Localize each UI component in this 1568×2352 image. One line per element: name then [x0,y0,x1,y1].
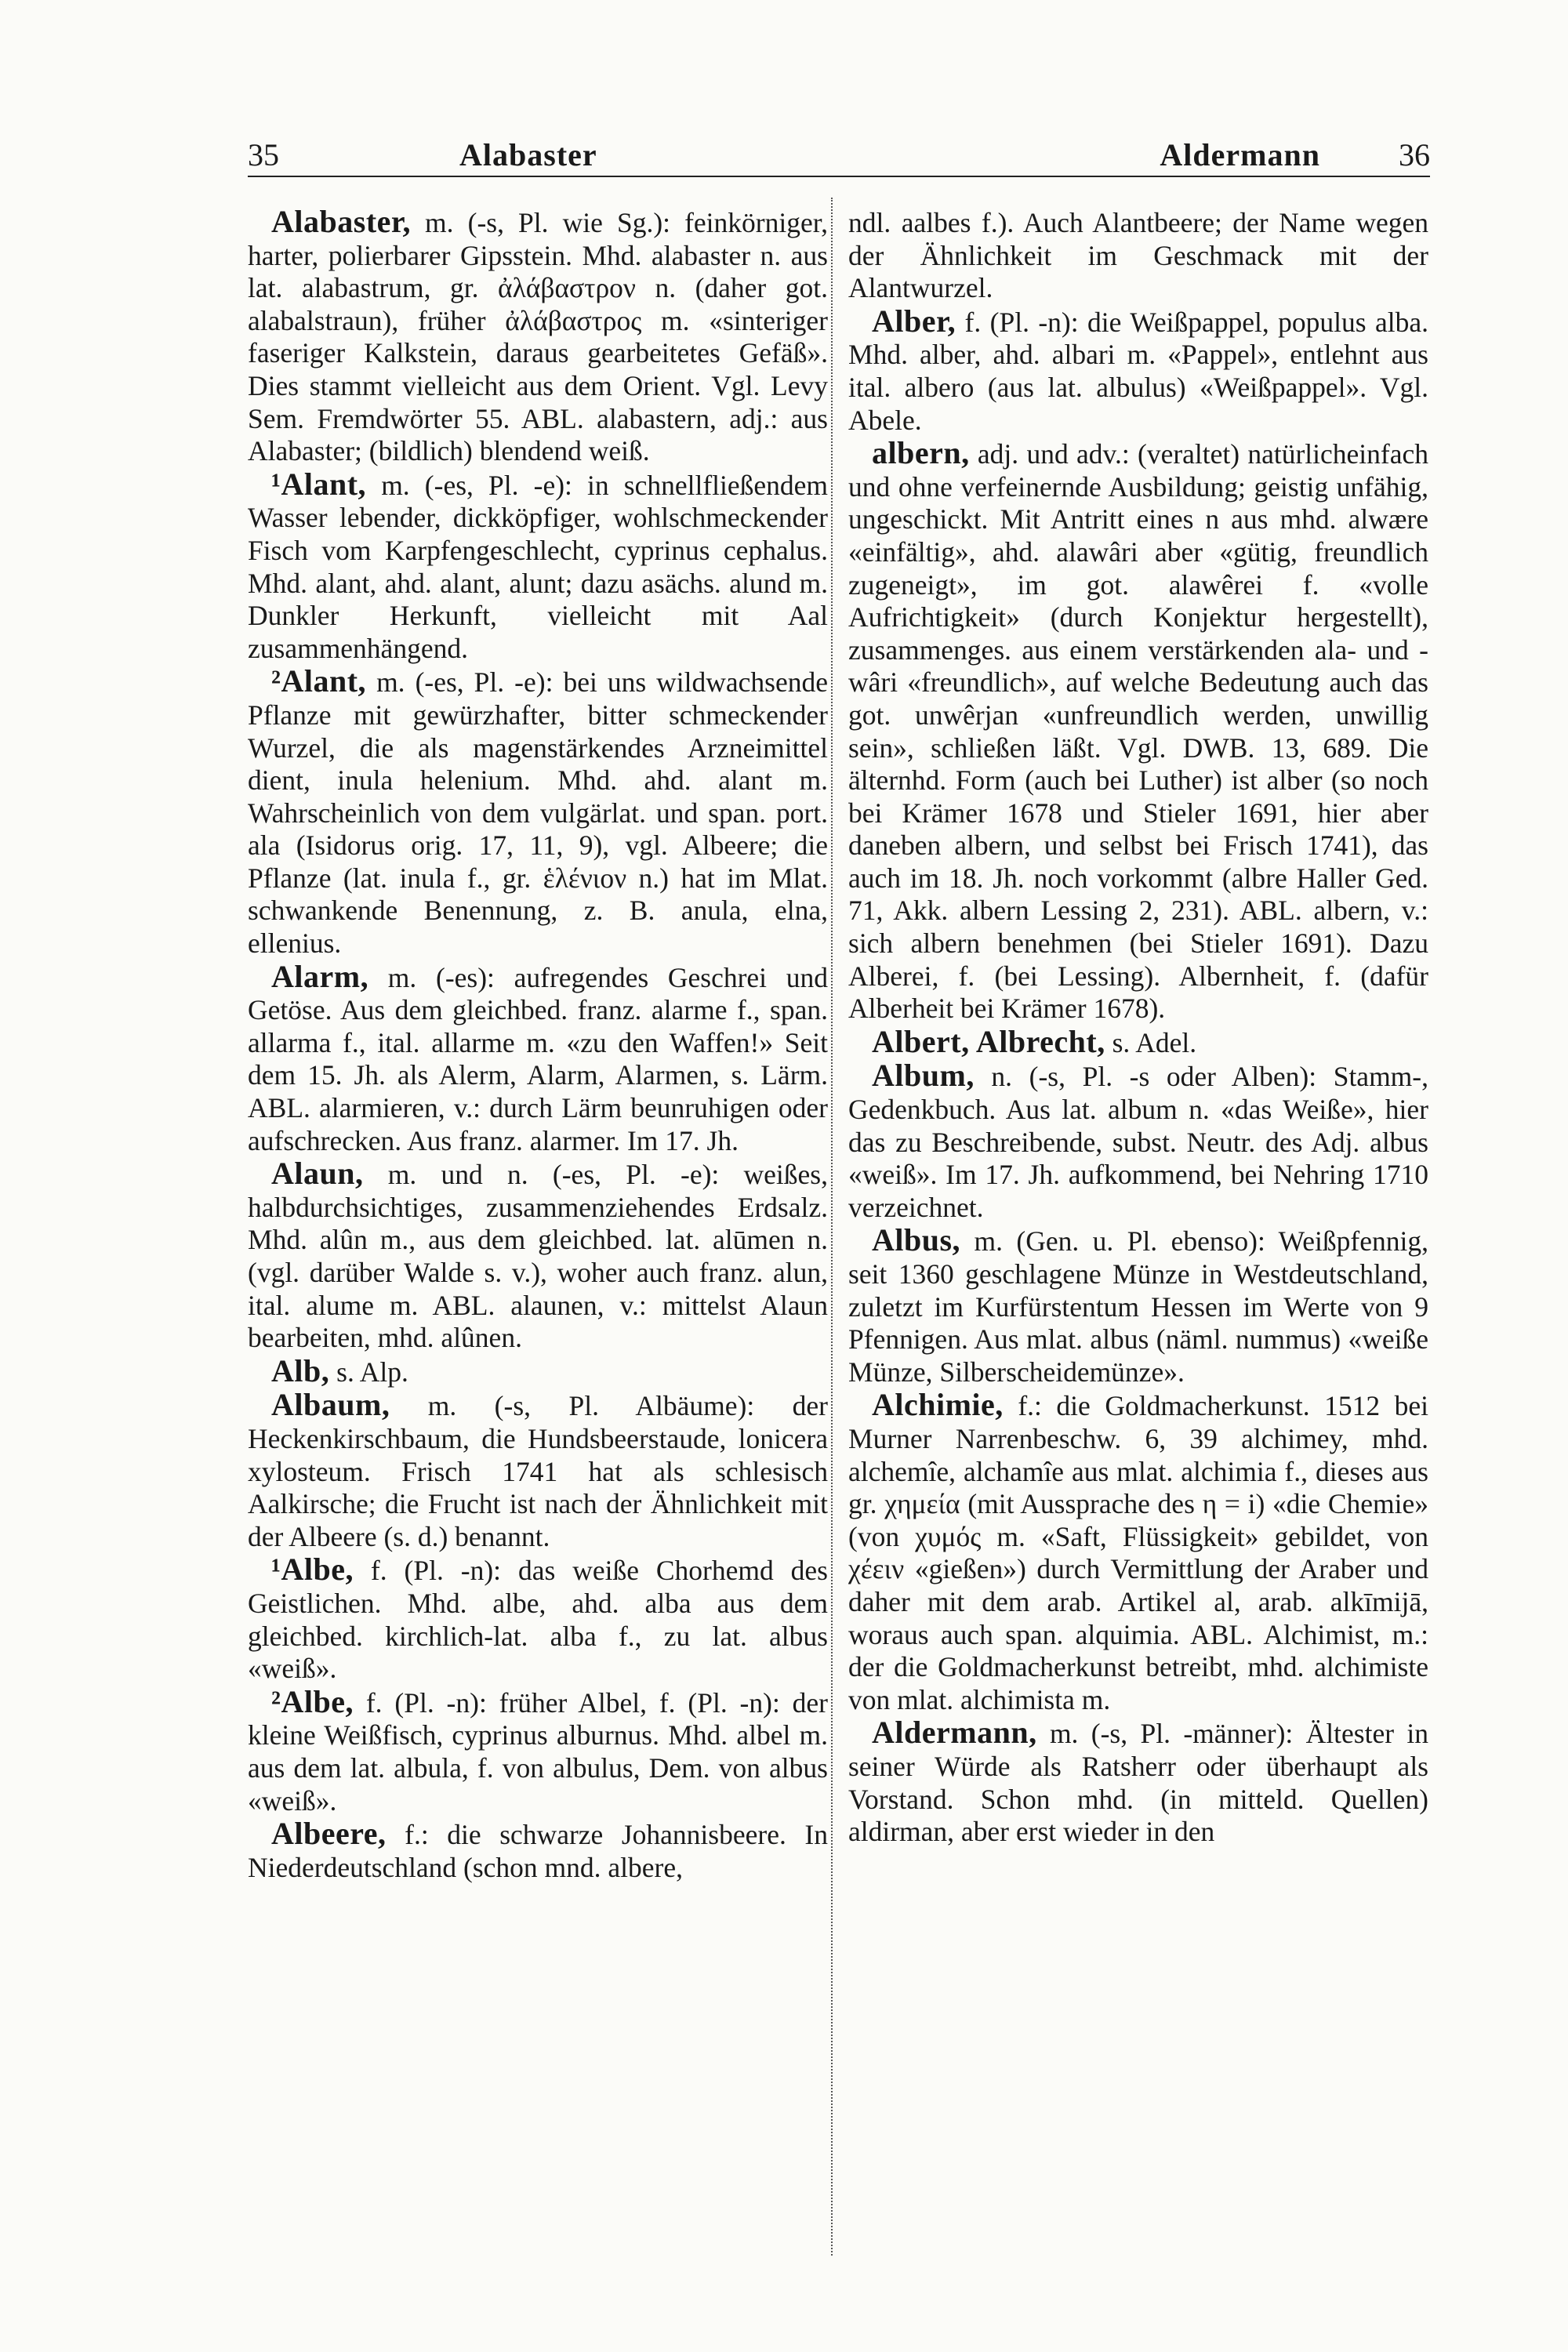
left-column [248,205,828,1884]
entry-lemma: Albus, [872,1222,961,1258]
entry-lemma: Alchimie, [872,1387,1004,1423]
right-page-number: 36 [1399,137,1430,172]
entry-text: m. (-es, Pl. -e): in schnellfließendem Wasser lebender, dickköpfiger, wohlschmeckender Fisch vom Karpfengeschlecht, cyprinus cephalus. Mhd. alant, ahd. alant, alunt; dazu asächs. alund m. Dunkler Herkunft, vielleicht mit Aal zusammenhängend. [248,469,828,664]
right-column [848,205,1428,1849]
entry-lemma: albern, [872,435,970,471]
dictionary-entry [248,205,828,468]
running-header [248,132,1430,177]
left-running-headword: Alabaster [459,137,597,172]
dictionary-entry [248,665,828,960]
dictionary-entry [248,1157,828,1355]
dictionary-entry [848,437,1428,1025]
entry-lemma: Album, [872,1058,975,1094]
entry-text: adj. und adv.: (veraltet) natürlicheinfach und ohne verfeinernde Ausbildung; geistig unfähig, ungeschickt. Mit Antritt eines n aus mhd. alwære «einfältig», ahd. alawâri aber «gütig, freundlich zugeneigt», im got. alawêrei f. «volle Aufrichtigkeit» (durch Konjektur hergestellt), zusammenges. aus einem verstärkenden ala- und -wâri «freundlich», auf welche Bedeutung auch das got. unwêrjan «unfreundlich werden, unwillig sein», schließen läßt. Vgl. DWB. 13, 689. Die älternhd. Form (auch bei Luther) ist alber (so noch bei Krämer 1678 und Stieler 1691, hier aber daneben albern, und selbst bei Frisch 1741), das auch im 18. Jh. noch vorkommt (albre Haller Ged. 71, Akk. albern Lessing 2, 231). ABL. albern, v.: sich albern benehmen (bei Stieler 1691). Dazu Alberei, f. (bei Lessing). Albernheit, f. (dafür Alberheit bei Krämer 1678). [848,438,1428,1025]
entry-lemma: Alabaster, [271,204,411,239]
dictionary-entry [848,305,1428,437]
entry-text: m. (-s, Pl. Albäume): der Heckenkirschbaum, die Hundsbeerstaude, lonicera xylosteum. Frisch 1741 hat als schlesisch Aalkirsche; die Frucht ist nach der Ähnlichkeit mit der Albeere (s. d.) benannt. [248,1390,828,1552]
entry-lemma: Albeere, [271,1816,387,1852]
dictionary-entry [248,960,828,1158]
entry-lemma: ²Alant, [271,663,367,699]
entry-text: ndl. aalbes f.). Auch Alantbeere; der Name wegen der Ähnlichkeit im Geschmack mit der Alantwurzel. [848,207,1428,304]
dictionary-entry [248,1352,828,1389]
dictionary-entry [848,1224,1428,1388]
entry-lemma: Albaum, [271,1387,390,1423]
entry-text: f. (Pl. -n): die Weißpappel, populus alba. Mhd. alber, ahd. albari m. «Pappel», entlehnt aus ital. albero (aus lat. albulus) «Weißpappel». Vgl. Abele. [848,306,1428,436]
column-divider [831,198,833,2256]
entry-text: f. (Pl. -n): das weiße Chorhemd des Geistlichen. Mhd. albe, ahd. alba aus dem gleichbed. kirchlich-lat. alba f., zu lat. albus «weiß». [248,1555,828,1685]
left-page-number: 35 [248,137,279,172]
entry-lemma: Alarm, [271,958,369,994]
entry-text: m. (-s, Pl. wie Sg.): feinkörniger, harter, polierbarer Gipsstein. Mhd. alabaster n. aus lat. alabastrum, gr. ἀλάβαστρον n. (daher got. alabalstraun), früher ἀλάβαστρος m. «sinteriger faseriger Kalkstein, daraus gearbeitetes Gefäß». Dies stammt vielleicht aus dem Orient. Vgl. Levy Sem. Fremdwörter 55. ABL. alabastern, adj.: aus Alabaster; (bildlich) blendend weiß. [248,207,828,467]
dictionary-entry [248,1817,828,1884]
entry-lemma: Alber, [872,303,956,339]
entry-text: m. und n. (-es, Pl. -e): weißes, halbdurchsichtiges, zusammenziehendes Erdsalz. Mhd. alûn m., aus dem gleichbed. lat. alūmen n. (vgl. darüber Walde s. v.), woher auch franz. alun, ital. alume m. ABL. alaunen, v.: mittelst Alaun bearbeiten, mhd. alûnen. [248,1159,828,1354]
entry-lemma: ¹Albe, [271,1552,354,1588]
dictionary-entry [848,1716,1428,1848]
dictionary-entry [248,1553,828,1685]
entry-lemma: ¹Alant, [271,466,367,502]
entry-text: f.: die schwarze Johannisbeere. In Niederdeutschland (schon mnd. albere, [248,1819,828,1883]
entry-lemma: Albert, Albrecht, [872,1023,1105,1059]
entry-lemma: Alb, [271,1352,330,1388]
entry-text: f.: die Goldmacherkunst. 1512 bei Murner Narrenbeschw. 6, 39 alchimey, mhd. alchemîe, alchamîe aus mlat. alchimia f., dieses aus gr. χημεία (mit Aussprache des η = i) «die Chemie» (von χυμός m. «Saft, Flüssigkeit» gebildet, von χέειν «gießen») durch Vermittlung der Araber und daher mit dem arab. Artikel al, arab. alkīmijā, woraus auch span. alquimia. ABL. Alchimist, m.: der die Goldmacherkunst betreibt, mhd. alchimiste von mlat. alchimista m. [848,1390,1428,1715]
dictionary-entry [848,1388,1428,1716]
entry-text: m. (-es, Pl. -e): bei uns wildwachsende Pflanze mit gewürzhafter, bitter schmeckender Wurzel, die als magenstärkendes Arzneimittel dient, inula helenium. Mhd. ahd. alant m. Wahrscheinlich von dem vulgärlat. und span. port. ala (Isidorus orig. 17, 11, 9), vgl. Albeere; die Pflanze (lat. inula f., gr. ἑλένιον n.) hat im Mlat. schwankende Benennung, z. B. anula, elna, ellenius. [248,666,828,960]
entry-text: m. (Gen. u. Pl. ebenso): Weißpfennig, seit 1360 geschlagene Münze in Westdeutschland, zuletzt im Kurfürstentum Hessen im Werte von 9 Pfennigen. Aus mlat. albus (näml. nummus) «weiße Münze, Silberscheidemünze». [848,1225,1428,1388]
entry-text: f. (Pl. -n): früher Albel, f. (Pl. -n): der kleine Weißfisch, cyprinus alburnus. Mhd. albel m. aus dem lat. albula, f. von albulus, Dem. von albus «weiß». [248,1686,828,1817]
dictionary-entry [248,1388,828,1553]
entry-lemma: ²Albe, [271,1683,354,1719]
entry-text: n. (-s, Pl. -s oder Alben): Stamm-, Gedenkbuch. Aus lat. album n. «das Weiße», hier das zu Beschreibende, subst. Neutr. des Adj. albus «weiß». Im 17. Jh. aufkommend, bei Nehring 1710 verzeichnet. [848,1061,1428,1223]
entry-text: m. (-s, Pl. -männer): Ältester in seiner Würde als Ratsherr oder überhaupt als Vorstand. Schon mhd. (in mitteld. Quellen) aldirman, aber erst wieder in den [848,1718,1428,1848]
dictionary-entry [248,1683,828,1817]
dictionary-entry [848,1025,1428,1060]
dictionary-entry [248,468,828,666]
entry-text: s. Alp. [329,1356,408,1388]
dictionary-entry [848,1059,1428,1224]
entry-text: s. Adel. [1105,1026,1197,1058]
entry-lemma: Alaun, [271,1156,364,1192]
entry-lemma: Aldermann, [872,1715,1037,1751]
dictionary-entry-continuation [848,205,1428,305]
right-running-headword: Aldermann [1160,137,1320,172]
entry-text: m. (-es): aufregendes Geschrei und Getöse. Aus dem gleichbed. franz. alarme f., span. allarma f., ital. allarme m. «zu den Waffen!» Seit dem 15. Jh. als Alerm, Alarm, Alarmen, s. Lärm. ABL. alarmieren, v.: durch Lärm beunruhigen oder aufschrecken. Aus franz. alarmer. Im 17. Jh. [248,961,828,1156]
